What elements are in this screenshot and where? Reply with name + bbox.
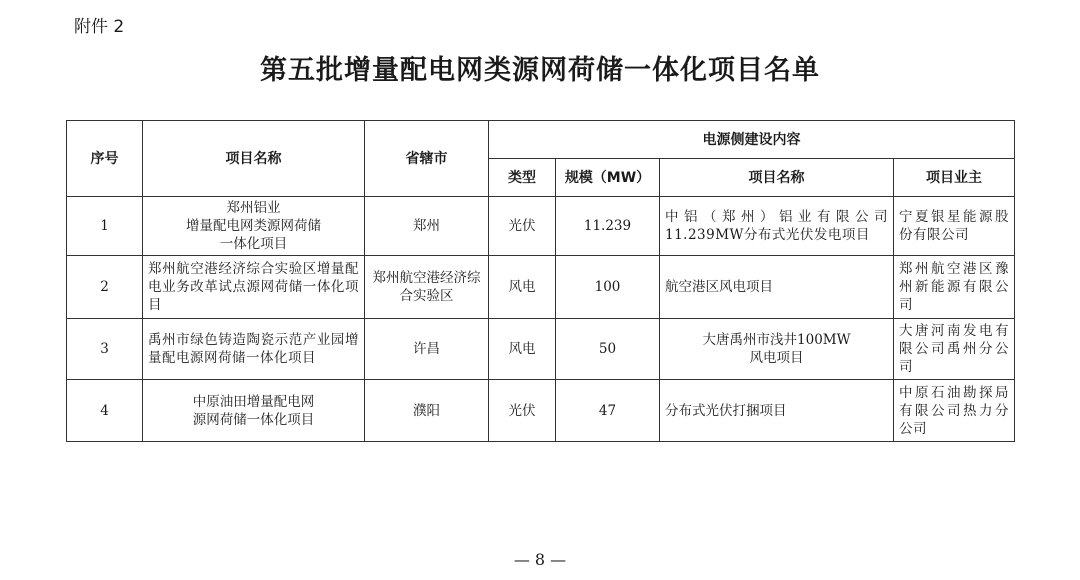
page-number: — 8 —	[513, 550, 567, 569]
row-city: 濮阳	[365, 380, 489, 442]
header-index: 序号	[67, 121, 143, 197]
attachment-label: 附件 2	[74, 17, 125, 37]
header-power-project-name: 项目名称	[660, 159, 894, 197]
row-city: 郑州	[365, 197, 489, 256]
row-type: 光伏	[489, 197, 556, 256]
row-index: 4	[67, 380, 143, 442]
row-city: 许昌	[365, 319, 489, 380]
row-owner: 宁夏银星能源股份有限公司	[894, 197, 1015, 256]
row-scale: 100	[556, 256, 660, 319]
row-project-name: 禹州市绿色铸造陶瓷示范产业园增量配电源网荷储一体化项目	[143, 319, 365, 380]
row-owner: 大唐河南发电有限公司禹州分公司	[894, 319, 1015, 380]
row-type: 光伏	[489, 380, 556, 442]
header-owner: 项目业主	[894, 159, 1015, 197]
row-owner: 中原石油勘探局有限公司热力分公司	[894, 380, 1015, 442]
project-list-table	[66, 120, 1015, 442]
table-row	[67, 380, 1015, 442]
row-project-name: 郑州铝业 增量配电网类源网荷储 一体化项目	[143, 197, 365, 256]
row-type: 风电	[489, 256, 556, 319]
header-city: 省辖市	[365, 121, 489, 197]
row-power-project-name: 航空港区风电项目	[660, 256, 894, 319]
row-power-project-name: 大唐禹州市浅井100MW 风电项目	[660, 319, 894, 380]
row-power-project-name: 分布式光伏打捆项目	[660, 380, 894, 442]
document-title: 第五批增量配电网类源网荷储一体化项目名单	[260, 55, 820, 86]
header-scale: 规模（MW）	[556, 159, 660, 197]
table-header	[67, 121, 1015, 197]
row-power-project-name: 中铝（郑州）铝业有限公司11.239MW分布式光伏发电项目	[660, 197, 894, 256]
table-row	[67, 256, 1015, 319]
row-index: 3	[67, 319, 143, 380]
row-city: 郑州航空港经济综合实验区	[365, 256, 489, 319]
row-scale: 47	[556, 380, 660, 442]
row-index: 1	[67, 197, 143, 256]
header-power-side-content: 电源侧建设内容	[489, 121, 1015, 159]
row-owner: 郑州航空港区豫州新能源有限公司	[894, 256, 1015, 319]
row-index: 2	[67, 256, 143, 319]
row-scale: 11.239	[556, 197, 660, 256]
row-project-name: 郑州航空港经济综合实验区增量配电业务改革试点源网荷储一体化项目	[143, 256, 365, 319]
table-row	[67, 319, 1015, 380]
header-project-name: 项目名称	[143, 121, 365, 197]
table-row	[67, 197, 1015, 256]
row-scale: 50	[556, 319, 660, 380]
row-project-name: 中原油田增量配电网 源网荷储一体化项目	[143, 380, 365, 442]
row-type: 风电	[489, 319, 556, 380]
header-type: 类型	[489, 159, 556, 197]
